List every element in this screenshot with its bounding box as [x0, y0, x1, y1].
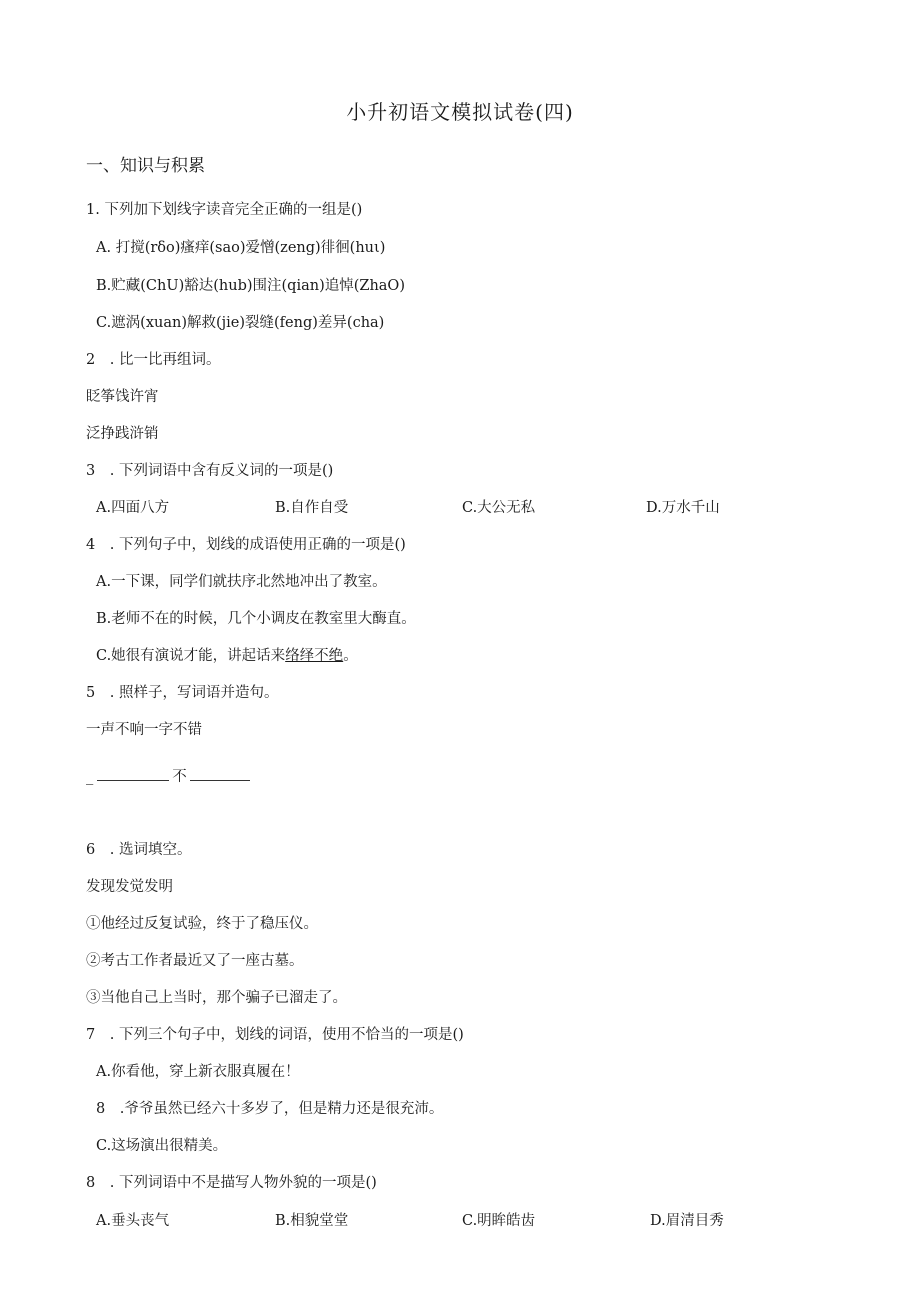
question-1-option-c: C.遮涡(xuan)解救(jie)裂缝(feng)差异(cha)	[96, 315, 385, 331]
page-title: 小升初语文模拟试卷(四)	[346, 100, 574, 124]
fill-middle-char: 不	[172, 769, 187, 785]
question-5-fill-line	[86, 766, 250, 787]
question-6-stem: 6 . 选词填空。	[86, 842, 192, 858]
question-7-stem: 7 . 下列三个句子中，划线的词语，使用不恰当的一项是()	[86, 1027, 464, 1043]
question-5-stem: 5 . 照样子，写词语并造句。	[86, 685, 279, 701]
question-3-option-d: D.万水千山	[646, 500, 720, 516]
question-1-option-a: A. 打搅(rδo)瘙痒(sao)爱憎(zeng)徘徊(huι)	[96, 240, 386, 256]
question-4-option-c-suffix: 。	[343, 648, 358, 664]
question-6-sentence-1: ①他经过反复试验，终于了稳压仪。	[86, 916, 318, 932]
question-4-option-a: A.一下课，同学们就扶序北然地冲出了教室。	[96, 574, 387, 590]
question-6-word-bank: 发现发觉发明	[86, 879, 173, 895]
question-2-row-2: 泛挣践浒销	[86, 426, 159, 442]
question-8-option-b: B.相貌堂堂	[275, 1213, 349, 1229]
answer-blank-2[interactable]	[190, 766, 250, 781]
question-8-stem: 8 . 下列词语中不是描写人物外貌的一项是()	[86, 1175, 377, 1191]
question-6-sentence-3: ③当他自己上当时，那个骗子已溜走了。	[86, 990, 347, 1006]
answer-blank-1[interactable]	[97, 766, 169, 781]
question-7-option-c: C.这场演出很精美。	[96, 1138, 228, 1154]
underlined-idiom: 络绎不绝	[285, 648, 344, 664]
question-7-option-b: 8 .爷爷虽然已经六十多岁了，但是精力还是很充沛。	[96, 1101, 444, 1117]
question-7-option-a: A.你看他，穿上新衣服真履在！	[96, 1064, 300, 1080]
question-5-example: 一声不响一字不错	[86, 722, 202, 738]
question-4-option-c	[96, 646, 358, 666]
fill-lead-mark: _	[86, 769, 94, 785]
question-3-stem: 3 . 下列词语中含有反义词的一项是()	[86, 463, 334, 479]
question-4-option-c-prefix: C.她很有演说才能，讲起话来	[96, 648, 286, 664]
question-3-option-a: A.四面八方	[96, 500, 170, 516]
question-3-option-b: B.自作自受	[275, 500, 349, 516]
question-3-option-c: C.大公无私	[462, 500, 536, 516]
question-4-stem: 4 . 下列句子中，划线的成语使用正确的一项是()	[86, 537, 406, 553]
question-2-row-1: 眨筝饯许宵	[86, 389, 159, 405]
question-8-option-d: D.眉清目秀	[650, 1213, 724, 1229]
section-heading: 一、知识与积累	[86, 156, 205, 176]
question-1-option-b: B.贮藏(ChU)豁达(hub)围注(qian)追悼(ZhaO)	[96, 278, 405, 294]
question-8-option-c: C.明眸皓齿	[462, 1213, 536, 1229]
question-4-option-b: B.老师不在的时候，几个小调皮在教室里大酶直。	[96, 611, 416, 627]
question-1-stem: 1. 下列加下划线字读音完全正确的一组是()	[86, 202, 363, 218]
question-6-sentence-2: ②考古工作者最近又了一座古墓。	[86, 953, 304, 969]
question-2-stem: 2 . 比一比再组词。	[86, 352, 221, 368]
question-8-option-a: A.垂头丧气	[96, 1213, 170, 1229]
